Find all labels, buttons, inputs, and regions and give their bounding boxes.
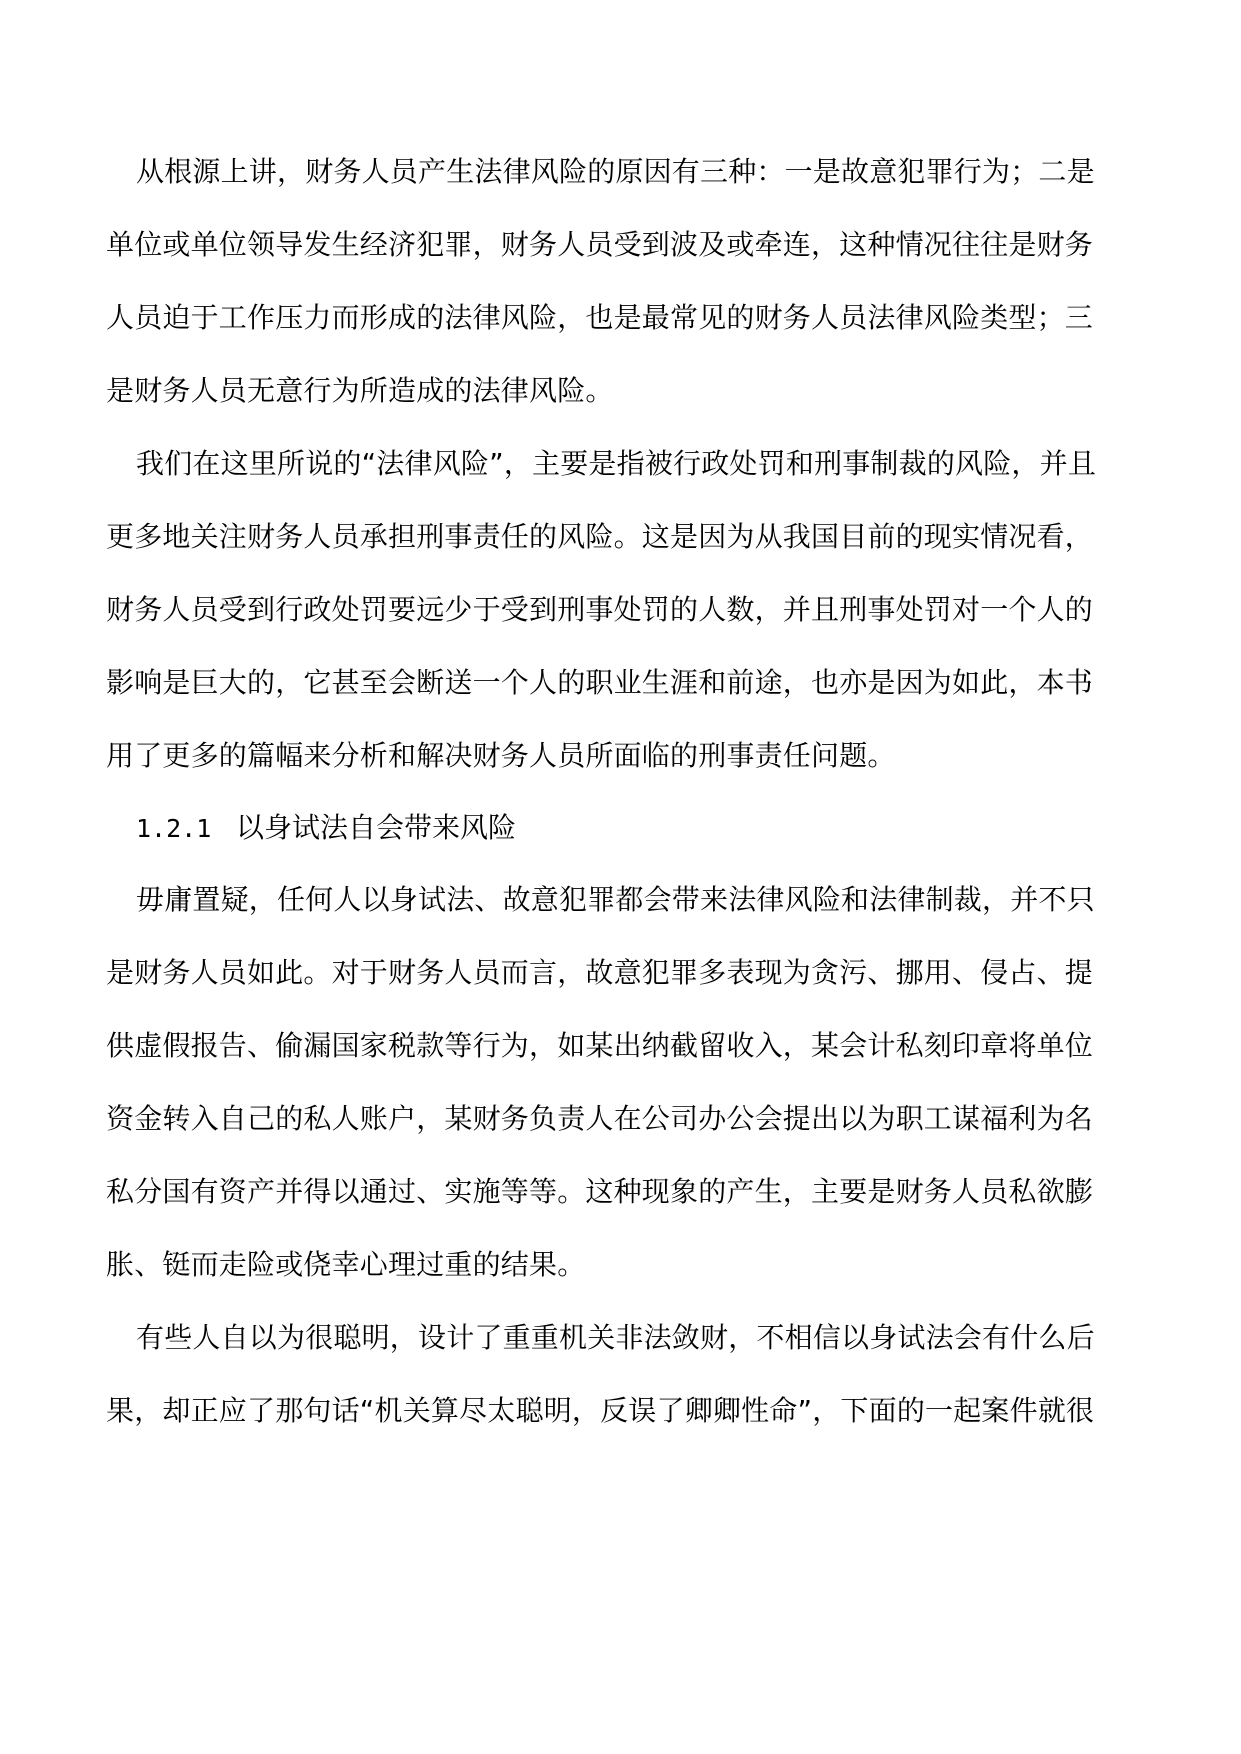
- paragraph-line: 更多地关注财务人员承担刑事责任的风险。这是因为从我国目前的现实情况看，: [106, 520, 1094, 553]
- paragraph-line: 是财务人员无意行为所造成的法律风险。: [106, 374, 614, 407]
- paragraph-line: 私分国有资产并得以通过、实施等等。这种现象的产生，主要是财务人员私欲膨: [106, 1175, 1094, 1208]
- paragraph-line: 用了更多的篇幅来分析和解决财务人员所面临的刑事责任问题。: [106, 739, 896, 772]
- paragraph-line: 影响是巨大的，它甚至会断送一个人的职业生涯和前途，也亦是因为如此，本书: [106, 666, 1094, 699]
- paragraph-line: 有些人自以为很聪明，设计了重重机关非法敛财，不相信以身试法会有什么后: [136, 1321, 1095, 1354]
- section-heading: [136, 808, 516, 849]
- paragraph-line: 人员迫于工作压力而形成的法律风险，也是最常见的财务人员法律风险类型；三: [106, 301, 1094, 334]
- paragraph-line: 胀、铤而走险或侥幸心理过重的结果。: [106, 1248, 586, 1281]
- paragraph-line: 果，却正应了那句话“机关算尽太聪明，反误了卿卿性命”，下面的一起案件就很: [106, 1394, 1095, 1427]
- paragraph-line: 资金转入自己的私人账户，某财务负责人在公司办公会提出以为职工谋福利为名: [106, 1102, 1094, 1135]
- paragraph-line: 我们在这里所说的“法律风险”，主要是指被行政处罚和刑事制裁的风险，并且: [136, 447, 1097, 480]
- paragraph-line: 是财务人员如此。对于财务人员而言，故意犯罪多表现为贪污、挪用、侵占、提: [106, 956, 1094, 989]
- paragraph-line: 供虚假报告、偷漏国家税款等行为，如某出纳截留收入，某会计私刻印章将单位: [106, 1029, 1094, 1062]
- paragraph-line: 财务人员受到行政处罚要远少于受到刑事处罚的人数，并且刑事处罚对一个人的: [106, 593, 1094, 626]
- paragraph-line: 从根源上讲，财务人员产生法律风险的原因有三种：一是故意犯罪行为；二是: [136, 155, 1095, 188]
- section-title: 以身试法自会带来风险: [236, 811, 517, 844]
- section-number: 1.2.1: [136, 814, 212, 843]
- paragraph-line: 单位或单位领导发生经济犯罪，财务人员受到波及或牵连，这种情况往往是财务: [106, 228, 1094, 261]
- paragraph-line: 毋庸置疑，任何人以身试法、故意犯罪都会带来法律风险和法律制裁，并不只: [136, 883, 1095, 916]
